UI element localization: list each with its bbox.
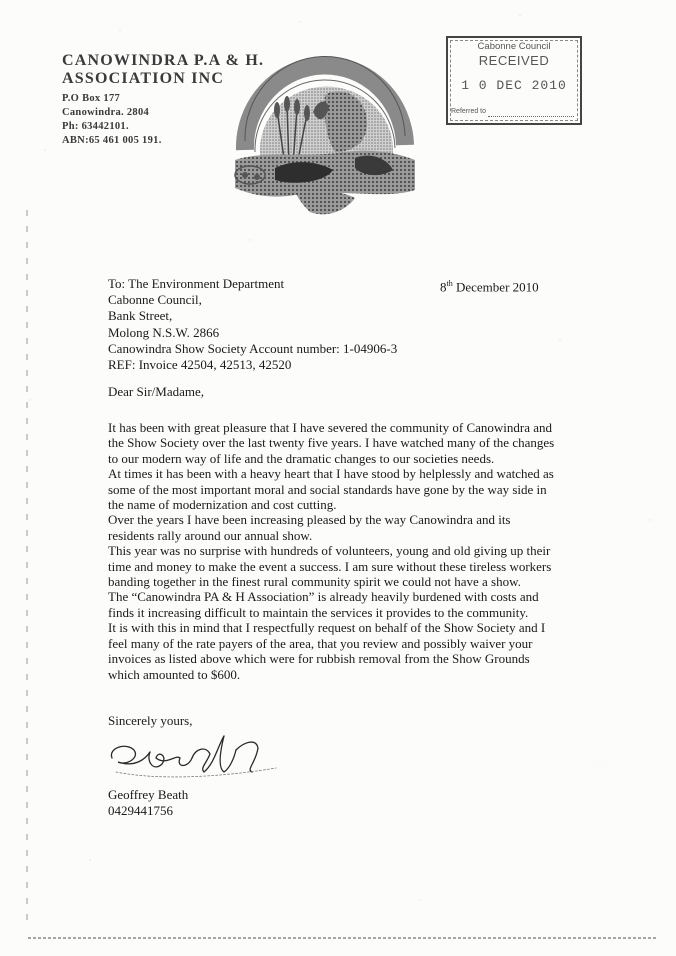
stamp-referred-label: Referred to xyxy=(451,108,487,115)
stamp-status: RECEIVED xyxy=(478,53,550,68)
body-line: the name of modernization and cost cutting. xyxy=(108,497,337,513)
date-rest: December 2010 xyxy=(452,279,539,295)
body-line: some of the most important moral and social standards have gone by the way side in xyxy=(108,481,547,497)
body-line: the Show Society over the last twenty five years. I have watched many of the changes xyxy=(108,435,555,451)
recipient-block xyxy=(108,276,397,373)
signer-phone: 0429441756 xyxy=(108,803,173,818)
org-name-line1: CANOWINDRA P.A & H. xyxy=(62,52,265,69)
handwritten-signature xyxy=(106,728,281,788)
body-line: It has been with great pleasure that I have severed the community of Canowindra and xyxy=(108,420,553,435)
body-line: The “Canowindra PA & H Association” is already heavily burdened with costs and xyxy=(108,589,539,605)
recipient-line: Canowindra Show Society Account number: 1-04906-3 xyxy=(108,340,398,356)
org-address-line: P.O Box 177 xyxy=(62,93,121,104)
body-line: feel many of the rate payers of the area, that you review and possibly waiver your xyxy=(108,635,533,651)
body-line: It is with this in mind that I respectfully request on behalf of the Show Society and I xyxy=(108,620,546,636)
stamp-council: Cabonne Council xyxy=(477,41,551,52)
body-line: residents rally around our annual show. xyxy=(108,527,313,543)
body-line: time and money to make the event a success. I am sure without these tireless workers xyxy=(108,558,552,574)
org-address-line: Ph: 63442101. xyxy=(62,121,129,132)
recipient-line: Cabonne Council, xyxy=(108,292,202,308)
body-line: to our modern way of life and the dramatic changes to our societies needs. xyxy=(108,450,495,466)
letter-date xyxy=(440,276,539,295)
org-name-line2: ASSOCIATION INC xyxy=(62,70,225,87)
recipient-line: To: The Environment Department xyxy=(108,276,285,291)
salutation: Dear Sir/Madame, xyxy=(108,384,205,399)
closing: Sincerely yours, xyxy=(108,713,193,728)
body-line: At times it has been with a heavy heart that I have stood by helplessly and watched as xyxy=(108,466,554,482)
association-logo xyxy=(215,40,430,225)
recipient-line: Bank Street, xyxy=(108,308,173,324)
signer-block xyxy=(108,787,188,819)
body-line: finds it increasing difficult to maintain the services it provides to the community. xyxy=(108,604,529,620)
date-suffix: th xyxy=(446,279,453,288)
date-day: 8 xyxy=(440,279,447,295)
letter-body xyxy=(108,420,608,682)
body-line: banding together in the finest rural community spirit we could not have a show. xyxy=(108,574,521,590)
body-line: which amounted to $600. xyxy=(108,666,241,682)
received-stamp xyxy=(446,36,582,125)
stamp-referred-line xyxy=(488,116,574,117)
recipient-line: Molong N.S.W. 2866 xyxy=(108,324,220,340)
org-address-line: Canowindra. 2804 xyxy=(62,107,150,118)
recipient-line: REF: Invoice 42504, 42513, 42520 xyxy=(108,357,292,373)
scan-edge-left xyxy=(26,210,28,930)
stamp-date: 1 0 DEC 2010 xyxy=(461,78,567,93)
scan-edge-bottom xyxy=(28,936,658,940)
body-line: Over the years I have been increasing pleased by the way Canowindra and its xyxy=(108,512,511,528)
signer-name: Geoffrey Beath xyxy=(108,787,189,802)
org-address-line: ABN:65 461 005 191. xyxy=(62,135,162,146)
body-line: This year was no surprise with hundreds of volunteers, young and old giving up their xyxy=(108,543,551,559)
body-line: invoices as listed above which were for rubbish removal from the Show Grounds xyxy=(108,651,530,667)
